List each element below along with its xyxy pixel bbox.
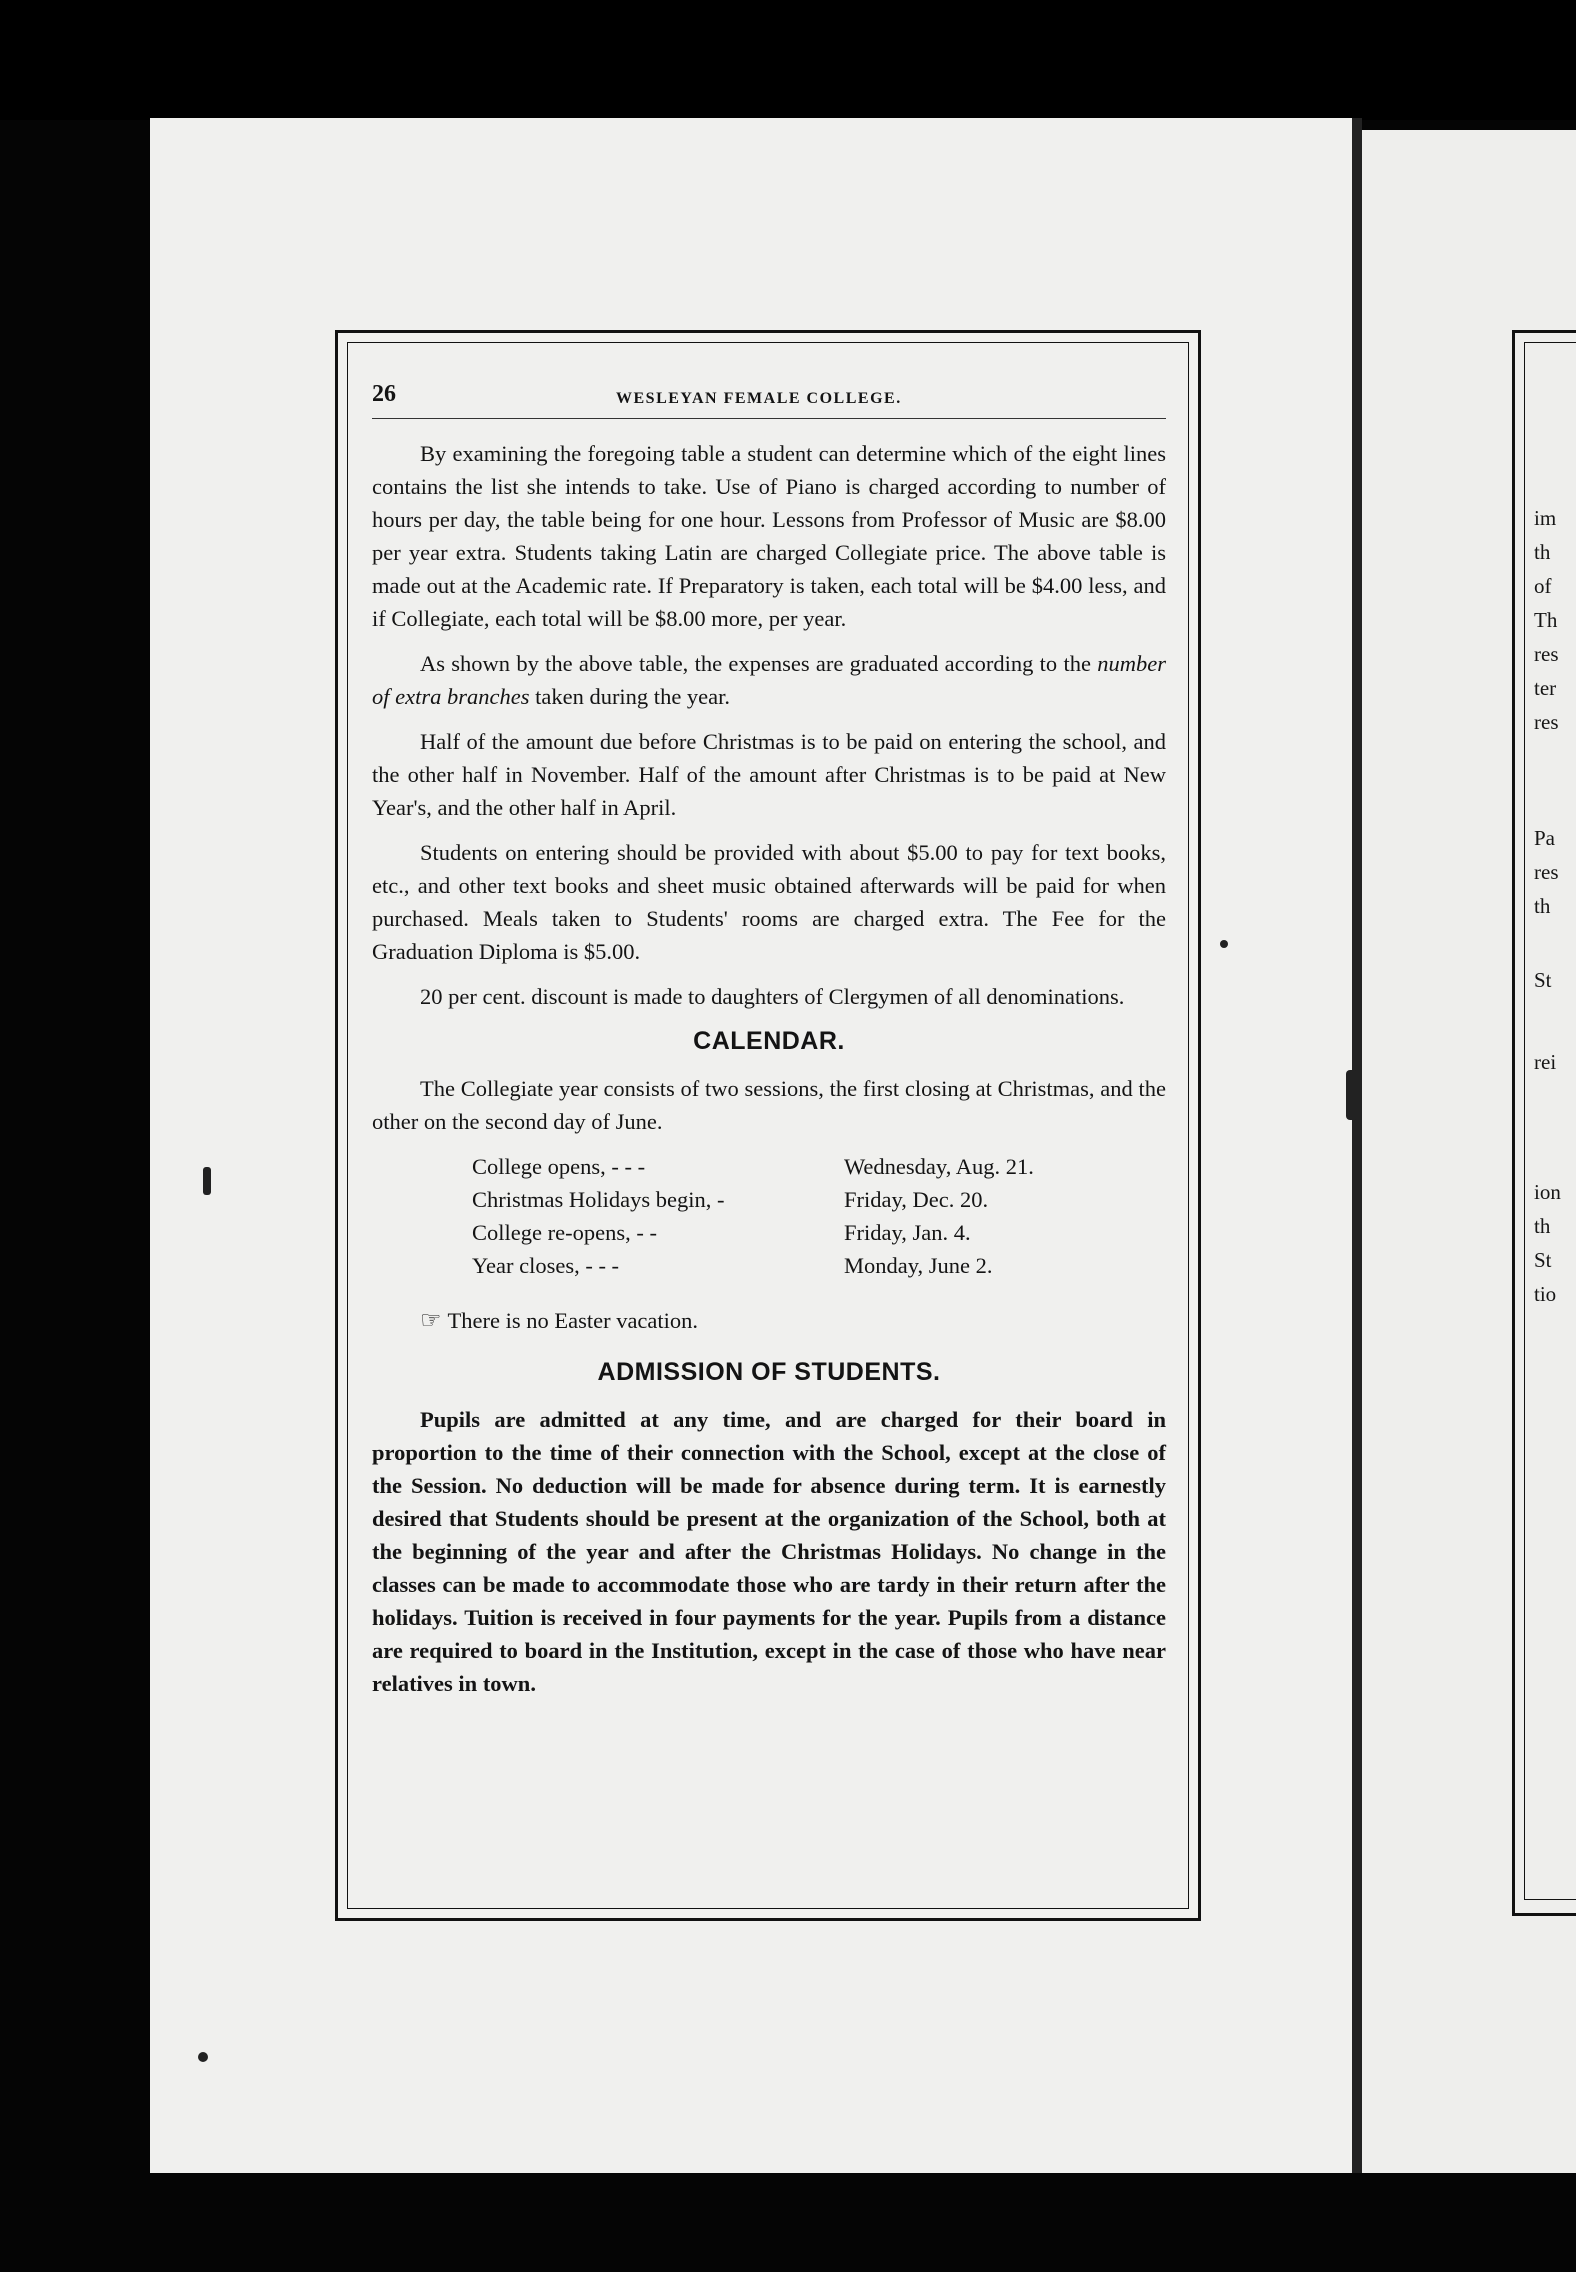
facing-fragment: ion xyxy=(1534,1180,1561,1204)
facing-fragment: th xyxy=(1534,540,1551,564)
calendar-event: Christmas Holidays begin, - xyxy=(472,1187,725,1212)
calendar-intro: The Collegiate year consists of two sessions, the first closing at Christmas, and the other on the second day of June. xyxy=(372,1076,1166,1134)
calendar-row xyxy=(472,1183,1166,1216)
payment-paragraph: Half of the amount due before Christmas is to be paid on entering the school, and the other half in November. Half of the amount after Christmas is to be paid at New Year's, and the other half in April. xyxy=(372,729,1166,820)
ink-speck xyxy=(1220,940,1228,948)
text-run: As shown by the above table, the expenses are graduated according to the xyxy=(420,651,1098,676)
facing-fragment: Pa xyxy=(1534,826,1555,850)
facing-fragment: res xyxy=(1534,642,1559,666)
calendar-row xyxy=(472,1249,1166,1282)
note-text: There is no Easter vacation. xyxy=(447,1308,699,1333)
ink-speck xyxy=(203,1167,211,1195)
page-number: 26 xyxy=(372,381,396,407)
facing-fragment: res xyxy=(1534,860,1559,884)
pointing-hand-icon: ☞ xyxy=(420,1308,442,1334)
header-rule xyxy=(372,418,1166,419)
expenses-paragraph xyxy=(372,647,1166,713)
facing-page xyxy=(1362,130,1576,2173)
emphasis-text: number of extra branches xyxy=(372,651,1166,709)
facing-fragment: th xyxy=(1534,1214,1551,1238)
facing-fragment: th xyxy=(1534,894,1551,918)
admission-paragraph: Pupils are admitted at any time, and are charged for their board in proportion to the time of their connection with the School, except at the close of the Session. No deduction will be made for absence during term. It is earnestly desired that Students should be present at the organization of the School, both at the beginning of the year and after the Christmas Holidays. No change in the classes can be made to accommodate those who are tardy in their return after the holidays. Tuition is received in four payments for the year. Pupils from a distance are required to board in the Institution, except in the case of those who have near relatives in town. xyxy=(372,1407,1166,1696)
calendar-row xyxy=(472,1150,1166,1183)
facing-fragment: ter xyxy=(1534,676,1557,700)
facing-fragment: res xyxy=(1534,710,1559,734)
running-title: WESLEYAN FEMALE COLLEGE. xyxy=(616,390,902,407)
expenses-paragraph: By examining the foregoing table a student can determine which of the eight lines contains the list she intends to take. Use of Piano is charged according to number of hours per day, the table being for one hour. Lessons from Professor of Music are $8.00 per year extra. Students taking Latin are charged Collegiate price. The above table is made out at the Academic rate. If Preparatory is taken, each total will be $4.00 less, and if Collegiate, each total will be $8.00 more, per year. xyxy=(372,441,1166,631)
facing-fragment: St xyxy=(1534,1248,1552,1272)
calendar-heading: CALENDAR. xyxy=(693,1027,845,1055)
book-spine xyxy=(1352,118,1362,2173)
calendar-note xyxy=(420,1304,1166,1338)
discount-paragraph: 20 per cent. discount is made to daughters of Clergymen of all denominations. xyxy=(420,984,1125,1009)
calendar-date: Friday, Jan. 4. xyxy=(844,1220,971,1245)
calendar-row xyxy=(472,1216,1166,1249)
scan-border xyxy=(0,0,1576,120)
calendar-table xyxy=(472,1150,1166,1282)
facing-fragment: tio xyxy=(1534,1282,1557,1306)
page-content xyxy=(372,378,1166,1712)
facing-fragment: of xyxy=(1534,574,1552,598)
calendar-event: College re-opens, - - xyxy=(472,1220,657,1245)
calendar-date: Friday, Dec. 20. xyxy=(844,1187,989,1212)
ink-speck xyxy=(1346,1070,1358,1120)
facing-fragment: St xyxy=(1534,968,1552,992)
calendar-event: College opens, - - - xyxy=(472,1154,646,1179)
running-head xyxy=(372,378,1166,408)
books-paragraph: Students on entering should be provided with about $5.00 to pay for text books, etc., and other text books and sheet music obtained afterwards will be paid for when purchased. Meals taken to Students' rooms are charged extra. The Fee for the Graduation Diploma is $5.00. xyxy=(372,840,1166,964)
admission-heading: ADMISSION OF STUDENTS. xyxy=(597,1358,941,1386)
facing-fragment: im xyxy=(1534,506,1557,530)
calendar-date: Monday, June 2. xyxy=(844,1253,993,1278)
calendar-event: Year closes, - - - xyxy=(472,1253,620,1278)
facing-fragment: Th xyxy=(1534,608,1558,632)
ink-speck xyxy=(198,2052,208,2062)
calendar-date: Wednesday, Aug. 21. xyxy=(844,1154,1034,1179)
facing-fragment: rei xyxy=(1534,1050,1557,1074)
text-run: taken during the year. xyxy=(529,684,731,709)
